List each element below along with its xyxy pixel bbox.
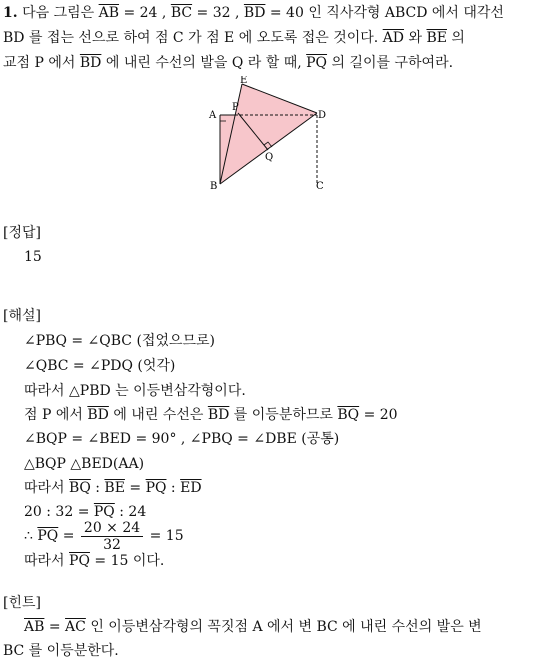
segment-bd: $\overline{BD}$ — [243, 5, 266, 21]
solution-line-7 — [24, 479, 202, 497]
label-a: A — [209, 110, 217, 121]
solution-text: 에 내린 수선은 — [108, 407, 204, 423]
segment-pq: $\overline{PQ}$ — [93, 504, 115, 520]
hint-line-1 — [24, 618, 482, 636]
triangle-bed-shaded — [220, 84, 317, 184]
problem-text: BD 를 접는 선으로 하여 점 C 가 점 E 에 오도록 접은 것이다. — [3, 30, 379, 46]
solution-heading: [해설] — [3, 308, 41, 324]
segment-ac: $\overline{AC}$ — [65, 619, 86, 635]
problem-text: 에 내린 수선의 발을 Q 라 할 때, — [101, 55, 302, 71]
solution-line-4 — [24, 406, 398, 424]
fraction-numerator: 20 × 24 — [81, 520, 143, 537]
problem-text: 교점 P 에서 — [3, 55, 76, 71]
problem-text: = 24 , — [119, 5, 167, 21]
problem-text: 다음 그림은 — [22, 5, 95, 21]
segment-be: $\overline{BE}$ — [104, 480, 125, 496]
segment-ab: $\overline{AB}$ — [98, 5, 120, 21]
problem-text: 와 — [404, 30, 423, 46]
segment-bq: $\overline{BQ}$ — [337, 407, 360, 423]
solution-text: 점 P 에서 — [24, 407, 83, 423]
hint-text: = — [44, 619, 66, 635]
solution-text: : 24 — [114, 504, 147, 520]
solution-line-3: 따라서 △PBD 는 이등변삼각형이다. — [24, 383, 246, 399]
solution-text: 따라서 — [24, 480, 65, 496]
label-e: E — [240, 76, 248, 86]
solution-line-1: ∠PBQ = ∠QBC (접었으므로) — [24, 333, 216, 349]
therefore-symbol: ∴ — [24, 528, 38, 544]
solution-text: = 20 — [359, 407, 398, 423]
segment-ab: $\overline{AB}$ — [24, 619, 45, 635]
segment-pq: $\overline{PQ}$ — [306, 55, 328, 71]
segment-bq: $\overline{BQ}$ — [69, 480, 91, 496]
geometry-figure — [0, 76, 533, 276]
segment-pq: $\overline{PQ}$ — [145, 480, 167, 496]
problem-text: = 40 인 직사각형 ABCD 에서 대각선 — [265, 5, 504, 21]
solution-line-5: ∠BQP = ∠BED = 90° , ∠PBQ = ∠DBE (공통) — [24, 431, 340, 447]
solution-text: = — [58, 528, 79, 544]
segment-bd: $\overline{BD}$ — [79, 55, 102, 71]
fraction-denominator: 32 — [103, 536, 121, 553]
answer-heading: [정답] — [3, 225, 41, 241]
problem-line-1 — [3, 4, 504, 22]
label-p: P — [232, 102, 239, 113]
solution-text: = 15 — [145, 528, 184, 544]
segment-pq: $\overline{PQ}$ — [69, 553, 90, 569]
label-b: B — [210, 181, 218, 192]
solution-line-6: △BQP △BED(AA) — [24, 456, 145, 472]
solution-line-2: ∠QBC = ∠PDQ (엇각) — [24, 358, 176, 374]
segment-bc: $\overline{BC}$ — [170, 5, 193, 21]
problem-line-2 — [3, 29, 465, 47]
solution-text: 따라서 — [24, 553, 65, 569]
segment-bd: $\overline{BD}$ — [207, 407, 230, 423]
solution-line-10 — [24, 552, 164, 570]
segment-ed: $\overline{ED}$ — [180, 480, 202, 496]
problem-line-3 — [3, 54, 453, 72]
solution-line-9 — [24, 518, 184, 554]
problem-number: 1. — [3, 5, 18, 21]
solution-text: 를 이등분하므로 — [229, 407, 333, 423]
label-q: Q — [265, 152, 274, 163]
hint-text: 인 이등변삼각형의 꼭짓점 A 에서 변 BC 에 내린 수선의 발은 변 — [85, 619, 482, 635]
solution-text: : — [90, 480, 105, 496]
solution-text: = 15 이다. — [89, 553, 165, 569]
answer-value: 15 — [24, 249, 42, 265]
solution-text: = — [124, 480, 146, 496]
problem-text: 의 길이를 구하여라. — [327, 55, 454, 71]
hint-heading: [힌트] — [3, 595, 41, 611]
hint-line-2: BC 를 이등분한다. — [3, 643, 119, 659]
label-c: C — [316, 181, 324, 192]
segment-bd: $\overline{BD}$ — [87, 407, 109, 423]
segment-pq: $\overline{PQ}$ — [37, 528, 59, 544]
problem-text: 의 — [446, 30, 465, 46]
segment-be: $\overline{BE}$ — [426, 30, 447, 46]
label-d: D — [318, 110, 327, 121]
solution-text: 20 : 32 = — [24, 504, 90, 520]
problem-text: = 32 , — [192, 5, 240, 21]
segment-ad: $\overline{AD}$ — [382, 30, 405, 46]
fraction — [81, 520, 143, 553]
solution-text: : — [166, 480, 181, 496]
